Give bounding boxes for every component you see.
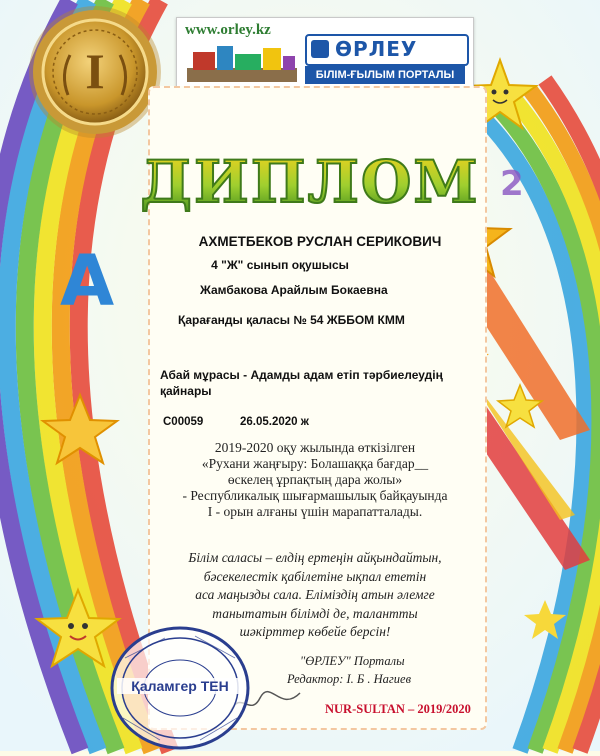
award-line: «Рухани жаңғыру: Болашаққа бағдар__ — [201, 456, 429, 471]
recipient-name: АХМЕТБЕКОВ РУСЛАН СЕРИКОВИЧ — [198, 234, 442, 249]
work-title: Абай мұрасы - Адамды адам етіп тәрбиелеудің қайнары — [160, 368, 443, 398]
quote-line: шәкірттер көбейе берсін! — [239, 624, 391, 639]
books-icon — [187, 42, 297, 84]
editor-name: Редактор: І. Б . Нагиев — [287, 672, 412, 686]
quote-line: бәсекелестік қабілетіне ықпал ететін — [203, 568, 427, 584]
award-line: - Республикалық шығармашылық байқауында — [182, 488, 448, 503]
brand-badge — [305, 34, 469, 66]
diploma-title-graphic — [140, 142, 480, 222]
portal-name: "ӨРЛЕУ" Порталы — [300, 654, 405, 668]
site-url: www.orley.kz — [185, 22, 271, 38]
award-line: I - орын алғаны үшін марапатталады. — [207, 504, 423, 519]
teacher-name: Жамбакова Арайлым Бокаевна — [200, 283, 388, 297]
recipient-grade: 4 "Ж" сынып оқушысы — [211, 258, 349, 272]
medal-numeral: I — [85, 43, 105, 99]
school-name: Қарағанды қаласы № 54 ЖББОМ КММ — [178, 313, 405, 327]
award-line: өскелең ұрпақтың дара жолы» — [227, 472, 403, 487]
award-line: 2019-2020 оқу жылында өткізілген — [214, 440, 416, 455]
city-year: NUR-SULTAN – 2019/2020 — [325, 702, 471, 716]
quote-line: Білім саласы – елдің ертеңін айқындайтын, — [188, 550, 442, 565]
certificate-date: 26.05.2020 ж — [240, 416, 309, 428]
brand-logo-icon — [311, 40, 329, 58]
award-text — [150, 440, 480, 520]
quote-line: танытатын білімді де, талантты — [212, 605, 418, 621]
diploma-title: ДИПЛОМ — [140, 148, 480, 216]
letter-a-decoration: A — [60, 240, 115, 322]
header-logo — [176, 17, 474, 89]
portal-subtitle: БІЛІМ-ҒЫЛЫМ ПОРТАЛЫ — [305, 66, 465, 84]
certificate-number: C00059 — [163, 416, 204, 428]
quote-line: аса маңызды сала. Еліміздің атын әлемге — [195, 587, 435, 602]
svg-text:2: 2 — [500, 164, 524, 204]
stamp-name: Қаламгер ТЕН — [117, 678, 243, 694]
stamp-icon — [105, 618, 255, 751]
brand-name: ӨРЛЕУ — [335, 37, 418, 61]
